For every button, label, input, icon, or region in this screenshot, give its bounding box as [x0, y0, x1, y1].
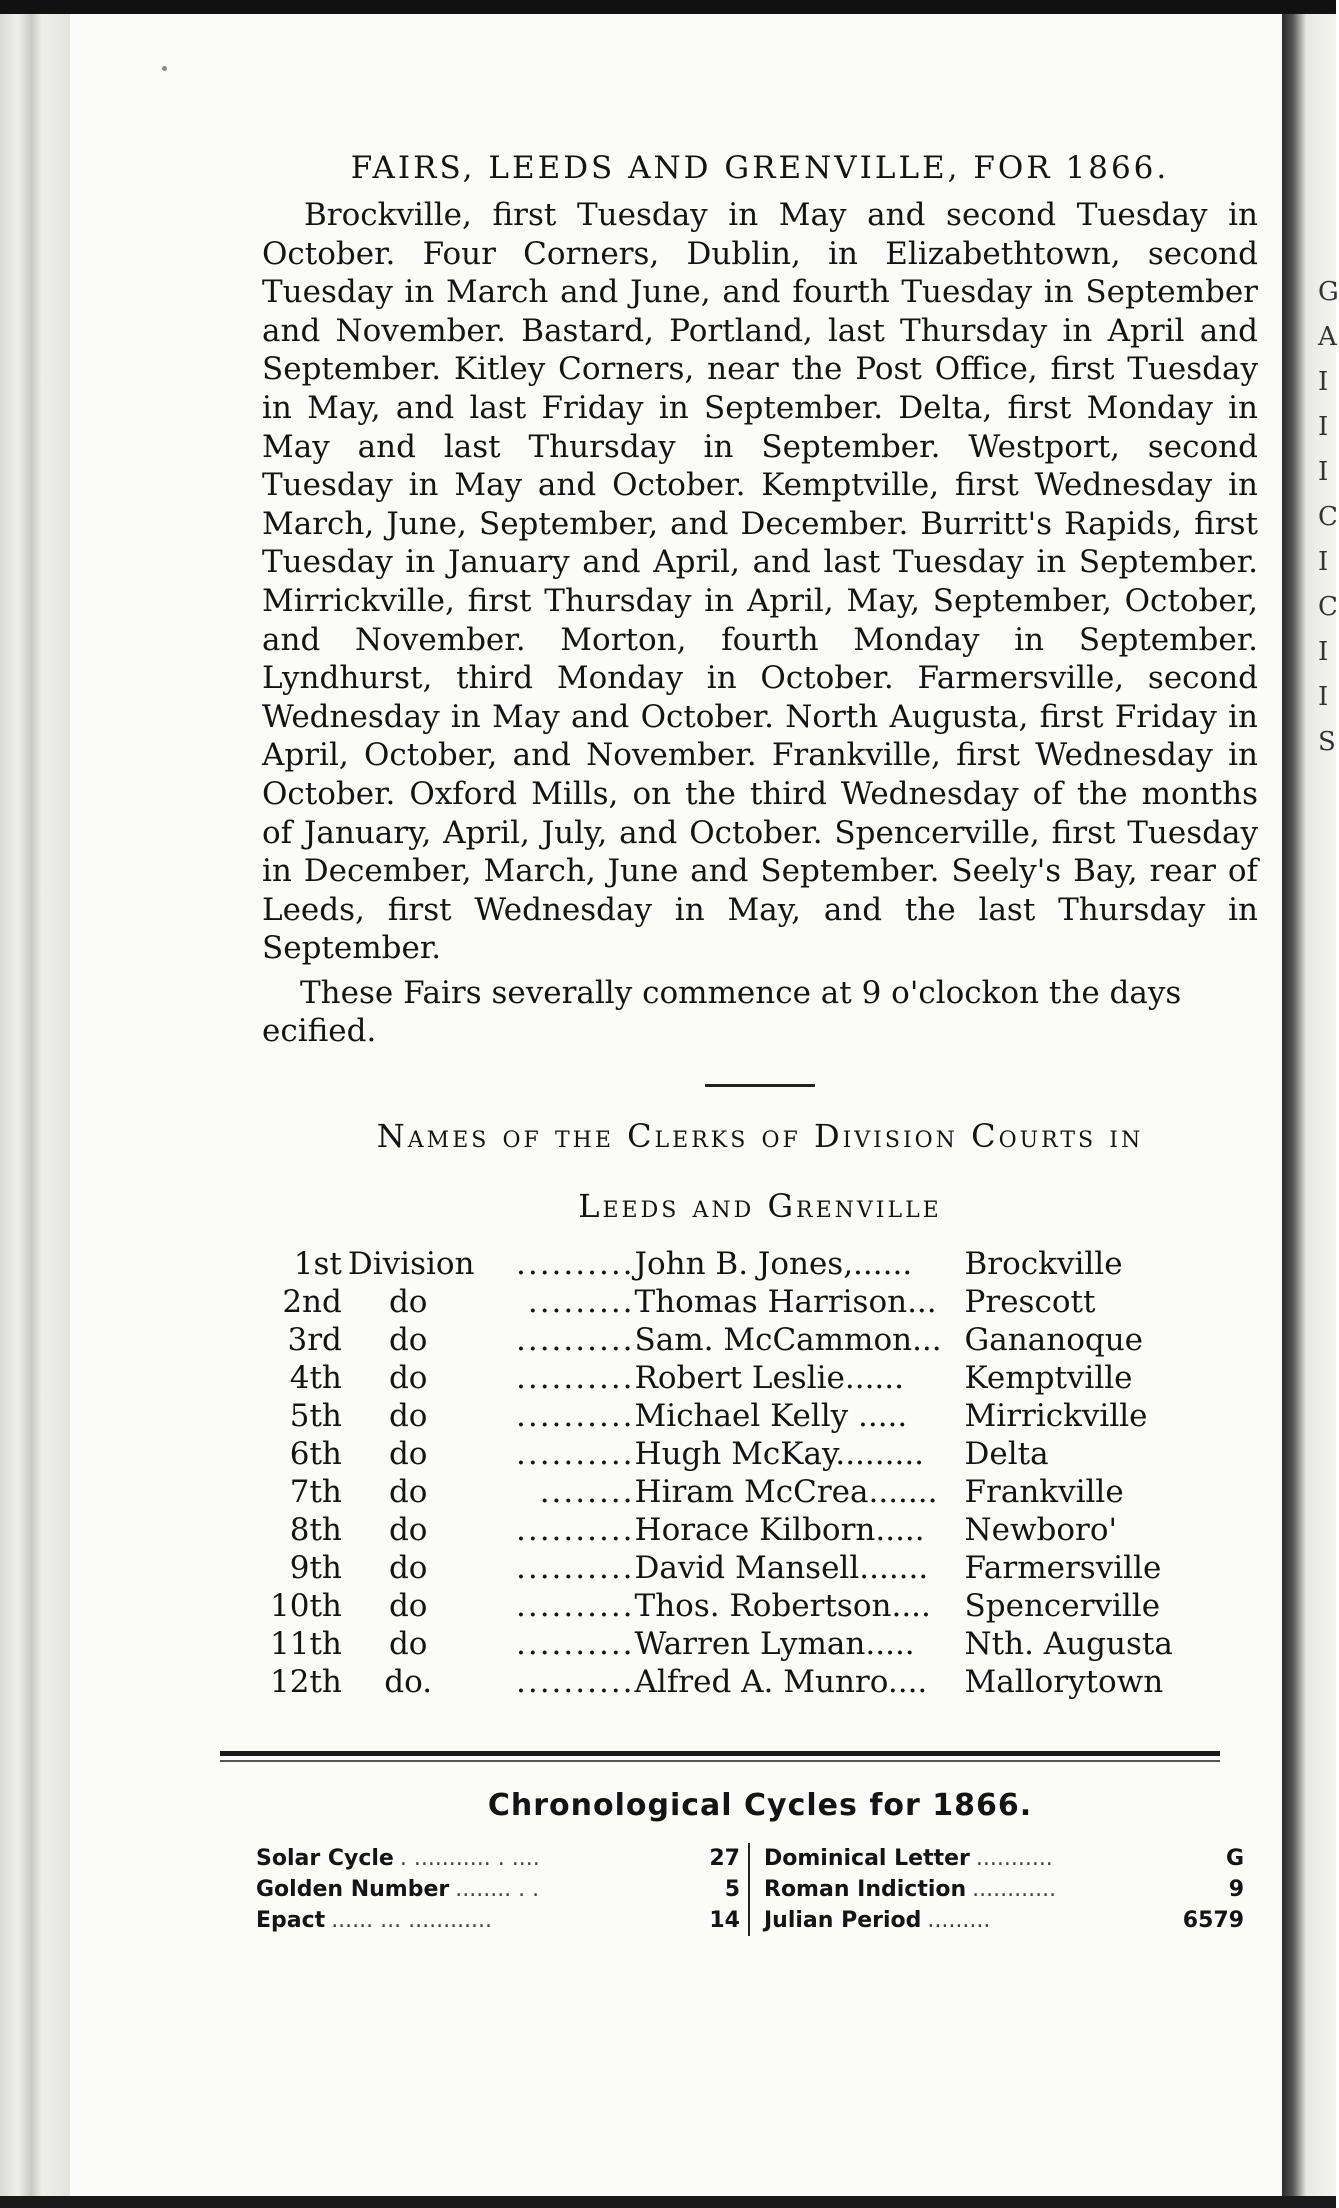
cycle-row — [256, 1843, 740, 1874]
cycles-left-column — [256, 1843, 750, 1936]
clerk-label: do — [388, 1435, 428, 1472]
scan-top-border — [0, 0, 1336, 14]
clerk-place: Delta — [964, 1435, 1049, 1472]
clerk-name: Hiram McCrea....... — [634, 1473, 938, 1510]
clerk-name: Thos. Robertson.... — [634, 1587, 931, 1624]
clerk-label: do — [388, 1587, 428, 1624]
cycle-leader-dots: ...... ... ............ — [331, 1907, 493, 1933]
cycle-leader-dots: ............ — [972, 1876, 1057, 1902]
clerk-label: Division — [347, 1245, 475, 1282]
clerk-place: Farmersville — [964, 1549, 1162, 1586]
clerk-name: Alfred A. Munro.... — [634, 1663, 928, 1700]
clerk-row — [270, 1663, 1230, 1701]
clerk-leader-dots: .......... — [515, 1435, 635, 1472]
clerks-table — [270, 1245, 1230, 1701]
clerk-division: 1st — [293, 1245, 342, 1282]
clerk-row — [270, 1321, 1230, 1359]
cycle-row — [256, 1874, 740, 1905]
margin-letter: I — [1318, 367, 1329, 397]
cycle-label: Dominical Letter — [764, 1845, 970, 1871]
clerk-division: 10th — [270, 1587, 342, 1624]
cycle-value: 5 — [724, 1876, 740, 1902]
cycle-leader-dots: ......... — [927, 1907, 991, 1933]
fairs-note: These Fairs severally commence at 9 o'clockon the days ecified. — [262, 974, 1182, 1049]
clerk-row — [270, 1359, 1230, 1397]
cycle-value: 14 — [709, 1907, 740, 1933]
clerk-place: Newboro' — [964, 1511, 1118, 1548]
clerk-place: Spencerville — [964, 1587, 1161, 1624]
clerk-row — [270, 1245, 1230, 1283]
fairs-paragraph: Brockville, first Tuesday in May and second Tuesday in October. Four Corners, Dublin, in Elizabethtown, second Tuesday in March and June, and fourth Tuesday in September and November. Bastard, Portland, last Thursday in April and September. Kitley Corners, near the Post Office, first Tuesday in May, and last Friday in September. Delta, first Monday in May and last Thursday in September. Westport, second Tuesday in May and October. Kemptville, first Wednesday in March, June, September, and December. Burritt's Rapids, first Tuesday in January and April, and last Tuesday in September. Mirrickville, first Thursday in April, May, September, October, and November. Morton, fourth Monday in September. Lyndhurst, third Monday in October. Farmersville, second Wednesday in May and October. North Augusta, first Friday in April, October, and November. Frankville, first Wednesday in October. Oxford Mills, on the third Wednesday of the months of January, April, July, and October. Spencerville, first Tuesday in December, March, June and September. Seely's Bay, rear of Leeds, first Wednesday in May, and the last Thursday in September. — [262, 197, 1258, 967]
clerk-row — [270, 1549, 1230, 1587]
clerk-label: do — [388, 1283, 428, 1320]
cycles-heading: Chronological Cycles for 1866. — [487, 1787, 1033, 1823]
cycle-value: 6579 — [1182, 1907, 1244, 1933]
double-rule — [220, 1751, 1220, 1762]
cycle-label: Solar Cycle — [256, 1845, 394, 1871]
clerk-name: Robert Leslie...... — [634, 1359, 904, 1396]
clerk-name: Warren Lyman..... — [634, 1625, 915, 1662]
clerk-label: do — [388, 1359, 428, 1396]
clerks-heading: Names of the Clerks of Division Courts in — [376, 1116, 1144, 1155]
page-left-edge — [0, 14, 70, 2196]
clerk-name: Michael Kelly ..... — [634, 1397, 908, 1434]
clerk-division: 2nd — [282, 1283, 342, 1320]
margin-letter: C — [1318, 592, 1338, 622]
clerk-place: Kemptville — [964, 1359, 1133, 1396]
clerk-place: Frankville — [964, 1473, 1124, 1510]
ink-speck — [162, 66, 167, 71]
cycle-row — [764, 1843, 1244, 1874]
page-content — [256, 150, 1258, 1936]
cycle-value: G — [1225, 1845, 1244, 1871]
clerk-row — [270, 1473, 1230, 1511]
clerk-row — [270, 1283, 1230, 1321]
clerks-subheading: Leeds and Grenville — [578, 1186, 942, 1225]
clerk-label: do — [388, 1511, 428, 1548]
margin-letter: A — [1318, 322, 1337, 352]
clerk-leader-dots: .......... — [515, 1625, 635, 1662]
clerk-division: 9th — [289, 1549, 342, 1586]
margin-letter: I — [1318, 682, 1329, 712]
clerk-division: 3rd — [287, 1321, 342, 1358]
cycle-row — [764, 1905, 1244, 1936]
margin-letter: G — [1318, 277, 1339, 307]
clerk-leader-dots: .......... — [515, 1549, 635, 1586]
clerk-name: Thomas Harrison... — [634, 1283, 937, 1320]
cycle-row — [256, 1905, 740, 1936]
clerk-label: do — [388, 1549, 428, 1586]
clerk-leader-dots: .......... — [515, 1359, 635, 1396]
clerk-place: Prescott — [964, 1283, 1096, 1320]
clerk-label: do — [388, 1321, 428, 1358]
clerk-label: do — [388, 1397, 428, 1434]
clerk-row — [270, 1511, 1230, 1549]
margin-letter: S — [1318, 727, 1336, 757]
cycle-row — [764, 1874, 1244, 1905]
clerk-label: do. — [384, 1663, 433, 1700]
margin-letter: I — [1318, 637, 1329, 667]
clerk-leader-dots: .......... — [515, 1663, 635, 1700]
clerk-name: Hugh McKay......... — [634, 1435, 925, 1472]
clerk-row — [270, 1435, 1230, 1473]
section-divider — [705, 1084, 815, 1087]
cycle-leader-dots: ........... — [975, 1845, 1053, 1871]
cycles-table — [256, 1843, 1244, 1936]
clerk-row — [270, 1397, 1230, 1435]
clerk-division: 11th — [270, 1625, 342, 1662]
clerk-leader-dots: .......... — [515, 1397, 635, 1434]
clerk-leader-dots: .......... — [515, 1245, 635, 1282]
clerk-name: David Mansell....... — [634, 1549, 929, 1586]
clerk-place: Mallorytown — [964, 1663, 1164, 1700]
clerk-leader-dots: ......... — [527, 1283, 635, 1320]
cycle-label: Roman Indiction — [764, 1876, 967, 1902]
margin-letter: I — [1318, 457, 1329, 487]
clerk-place: Brockville — [964, 1245, 1123, 1282]
cycle-label: Golden Number — [256, 1876, 450, 1902]
clerk-division: 8th — [289, 1511, 342, 1548]
clerk-division: 6th — [289, 1435, 342, 1472]
clerk-row — [270, 1587, 1230, 1625]
clerk-name: John B. Jones,...... — [634, 1245, 913, 1282]
cycle-leader-dots: ........ . . — [455, 1876, 540, 1902]
cycle-value: 27 — [709, 1845, 740, 1871]
clerk-place: Gananoque — [964, 1321, 1144, 1358]
scan-bottom-border — [0, 2196, 1336, 2208]
cycle-label: Epact — [256, 1907, 326, 1933]
clerk-division: 7th — [289, 1473, 342, 1510]
clerk-leader-dots: .......... — [515, 1321, 635, 1358]
fairs-heading: FAIRS, LEEDS AND GRENVILLE, FOR 1866. — [350, 150, 1170, 186]
adjacent-page-letters — [1318, 270, 1339, 765]
clerk-division: 4th — [289, 1359, 342, 1396]
cycle-value: 9 — [1228, 1876, 1244, 1902]
clerk-row — [270, 1625, 1230, 1663]
clerk-name: Horace Kilborn..... — [634, 1511, 925, 1548]
clerk-leader-dots: .......... — [515, 1587, 635, 1624]
margin-letter: C — [1318, 502, 1338, 532]
clerk-name: Sam. McCammon... — [634, 1321, 942, 1358]
clerk-division: 12th — [270, 1663, 342, 1700]
cycle-label: Julian Period — [764, 1907, 922, 1933]
cycle-leader-dots: . ........... . .... — [399, 1845, 540, 1871]
clerk-place: Nth. Augusta — [964, 1625, 1173, 1662]
clerk-place: Mirrickville — [964, 1397, 1148, 1434]
clerk-leader-dots: .......... — [515, 1511, 635, 1548]
clerk-label: do — [388, 1625, 428, 1662]
margin-letter: I — [1318, 412, 1329, 442]
clerk-leader-dots: ........ — [539, 1473, 635, 1510]
clerk-division: 5th — [289, 1397, 342, 1434]
cycles-right-column — [750, 1843, 1244, 1936]
clerk-label: do — [388, 1473, 428, 1510]
margin-letter: I — [1318, 547, 1329, 577]
